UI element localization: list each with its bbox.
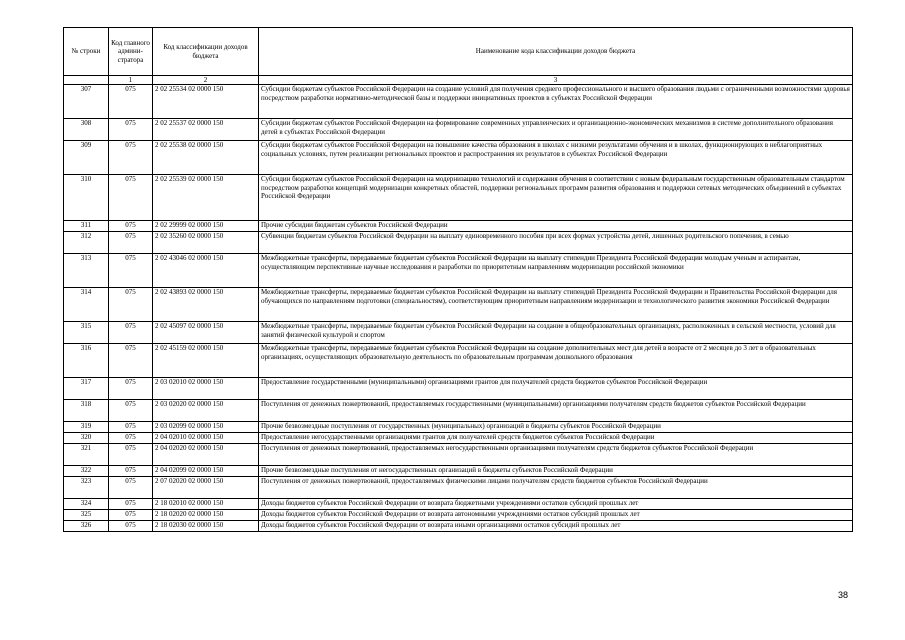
row-number-cell: 324	[64, 499, 109, 510]
table-row	[64, 444, 853, 466]
class-code-cell: 2 18 02030 02 0000 150	[153, 521, 259, 532]
header-row-no: № строки	[64, 28, 109, 76]
header-row	[64, 28, 853, 76]
table-row	[64, 433, 853, 444]
admin-code-cell: 075	[109, 175, 153, 221]
admin-code-cell: 075	[109, 422, 153, 433]
admin-code-cell: 075	[109, 433, 153, 444]
row-number-cell: 311	[64, 221, 109, 232]
class-code-cell: 2 18 02020 02 0000 150	[153, 510, 259, 521]
row-number-cell: 325	[64, 510, 109, 521]
row-number-cell: 326	[64, 521, 109, 532]
row-number-cell: 319	[64, 422, 109, 433]
table-row	[64, 422, 853, 433]
code-name-cell: Поступления от денежных пожертвований, предоставляемых негосударственными организациями получателям средств бюджетов субъектов Российской Федерации	[259, 444, 853, 466]
table-row	[64, 85, 853, 119]
index-row	[64, 76, 853, 85]
row-number-cell: 313	[64, 254, 109, 288]
admin-code-cell: 075	[109, 378, 153, 400]
index-cell: 3	[259, 76, 853, 85]
admin-code-cell: 075	[109, 141, 153, 175]
code-name-cell: Межбюджетные трансферты, передаваемые бюджетам субъектов Российской Федерации на создание в общеобразовательных организациях, расположенных в сельской местности, условий для занятий физической культурой и спортом	[259, 322, 853, 344]
table-row	[64, 254, 853, 288]
admin-code-cell: 075	[109, 466, 153, 477]
header-admin-code: Код главного админи-стратора	[109, 28, 153, 76]
row-number-cell: 309	[64, 141, 109, 175]
code-name-cell: Предоставление государственными (муниципальными) организациями грантов для получателей средств бюджетов субъектов Российской Федерации	[259, 378, 853, 400]
admin-code-cell: 075	[109, 119, 153, 141]
code-name-cell: Субсидии бюджетам субъектов Российской Федерации на создание условий для получения среднего профессионального и высшего образования людьми с ограниченными возможностями здоровья посредством разработки нормативно-методической базы и поддержки инициативных проектов в субъектах Российской Федерации	[259, 85, 853, 119]
admin-code-cell: 075	[109, 221, 153, 232]
index-cell: 1	[109, 76, 153, 85]
code-name-cell: Прочие безвозмездные поступления от государственных (муниципальных) организаций в бюджеты субъектов Российской Федерации	[259, 422, 853, 433]
table-row	[64, 477, 853, 499]
table-row	[64, 322, 853, 344]
row-number-cell: 317	[64, 378, 109, 400]
row-number-cell: 310	[64, 175, 109, 221]
class-code-cell: 2 02 45097 02 0000 150	[153, 322, 259, 344]
row-number-cell: 320	[64, 433, 109, 444]
code-name-cell: Поступления от денежных пожертвований, предоставляемых государственными (муниципальными) организациями получателям средств бюджетов субъектов Российской Федерации	[259, 400, 853, 422]
class-code-cell: 2 02 29999 02 0000 150	[153, 221, 259, 232]
admin-code-cell: 075	[109, 232, 153, 254]
code-name-cell: Поступления от денежных пожертвований, предоставляемых физическими лицами получателям средств бюджетов субъектов Российской Федерации	[259, 477, 853, 499]
table-row	[64, 175, 853, 221]
admin-code-cell: 075	[109, 322, 153, 344]
table-row	[64, 378, 853, 400]
class-code-cell: 2 02 43893 02 0000 150	[153, 288, 259, 322]
table-row	[64, 141, 853, 175]
code-name-cell: Прочие субсидии бюджетам субъектов Российской Федерации	[259, 221, 853, 232]
code-name-cell: Межбюджетные трансферты, передаваемые бюджетам субъектов Российской Федерации на создание дополнительных мест для детей в возрасте от 2 месяцев до 3 лет в образовательных организациях, осуществляющих образовательную деятельность по образовательным программам дошкольного образования	[259, 344, 853, 378]
class-code-cell: 2 04 02020 02 0000 150	[153, 444, 259, 466]
table-row	[64, 510, 853, 521]
row-number-cell: 308	[64, 119, 109, 141]
class-code-cell: 2 03 02099 02 0000 150	[153, 422, 259, 433]
admin-code-cell: 075	[109, 444, 153, 466]
code-name-cell: Субсидии бюджетам субъектов Российской Федерации на модернизацию технологий и содержания обучения в соответствии с новым федеральным государственным образовательным стандартом посредством разработки концепций модернизации конкретных областей, поддержки региональных программ развития образования и поддержки сетевых методических объединений в субъектах Российской Федерации	[259, 175, 853, 221]
code-name-cell: Межбюджетные трансферты, передаваемые бюджетам субъектов Российской Федерации на выплату стипендии Президента Российской Федерации молодым ученым и аспирантам, осуществляющим перспективные научные исследования и разработки по приоритетным направлениям модернизации российской экономики	[259, 254, 853, 288]
table-row	[64, 119, 853, 141]
admin-code-cell: 075	[109, 477, 153, 499]
table-row	[64, 232, 853, 254]
row-number-cell: 318	[64, 400, 109, 422]
table-body	[64, 85, 853, 532]
table-row	[64, 466, 853, 477]
row-number-cell: 323	[64, 477, 109, 499]
code-name-cell: Межбюджетные трансферты, передаваемые бюджетам субъектов Российской Федерации на выплату стипендий Президента Российской Федерации и Правительства Российской Федерации для обучающихся по направлениям подготовки (специальностям), соответствующим приоритетным направлениям модернизации и технологического развития экономики Российской Федерации	[259, 288, 853, 322]
row-number-cell: 321	[64, 444, 109, 466]
class-code-cell: 2 02 25537 02 0000 150	[153, 119, 259, 141]
class-code-cell: 2 04 02099 02 0000 150	[153, 466, 259, 477]
header-name: Наименование кода классификации доходов бюджета	[259, 28, 853, 76]
row-number-cell: 312	[64, 232, 109, 254]
table-row	[64, 344, 853, 378]
row-number-cell: 316	[64, 344, 109, 378]
admin-code-cell: 075	[109, 510, 153, 521]
admin-code-cell: 075	[109, 85, 153, 119]
budget-codes-table	[63, 27, 853, 532]
class-code-cell: 2 02 35260 02 0000 150	[153, 232, 259, 254]
index-cell: 2	[153, 76, 259, 85]
page-number: 38	[838, 590, 849, 600]
table-row	[64, 521, 853, 532]
code-name-cell: Доходы бюджетов субъектов Российской Федерации от возврата автономными учреждениями остатков субсидий прошлых лет	[259, 510, 853, 521]
index-cell	[64, 76, 109, 85]
table-row	[64, 499, 853, 510]
admin-code-cell: 075	[109, 288, 153, 322]
row-number-cell: 315	[64, 322, 109, 344]
table-row	[64, 288, 853, 322]
class-code-cell: 2 04 02010 02 0000 150	[153, 433, 259, 444]
admin-code-cell: 075	[109, 499, 153, 510]
class-code-cell: 2 03 02010 02 0000 150	[153, 378, 259, 400]
class-code-cell: 2 18 02010 02 0000 150	[153, 499, 259, 510]
code-name-cell: Доходы бюджетов субъектов Российской Федерации от возврата иными организациями остатков субсидий прошлых лет	[259, 521, 853, 532]
row-number-cell: 314	[64, 288, 109, 322]
class-code-cell: 2 02 25538 02 0000 150	[153, 141, 259, 175]
admin-code-cell: 075	[109, 400, 153, 422]
table-row	[64, 400, 853, 422]
code-name-cell: Предоставление негосударственными организациями грантов для получателей средств бюджетов субъектов Российской Федерации	[259, 433, 853, 444]
class-code-cell: 2 03 02020 02 0000 150	[153, 400, 259, 422]
row-number-cell: 322	[64, 466, 109, 477]
admin-code-cell: 075	[109, 521, 153, 532]
class-code-cell: 2 07 02020 02 0000 150	[153, 477, 259, 499]
code-name-cell: Доходы бюджетов субъектов Российской Федерации от возврата бюджетными учреждениями остатков субсидий прошлых лет	[259, 499, 853, 510]
code-name-cell: Субвенции бюджетам субъектов Российской Федерации на выплату единовременного пособия при всех формах устройства детей, лишенных родительского попечения, в семью	[259, 232, 853, 254]
row-number-cell: 307	[64, 85, 109, 119]
admin-code-cell: 075	[109, 344, 153, 378]
class-code-cell: 2 02 25534 02 0000 150	[153, 85, 259, 119]
header-class-code: Код классификации доходов бюджета	[153, 28, 259, 76]
class-code-cell: 2 02 45159 02 0000 150	[153, 344, 259, 378]
class-code-cell: 2 02 25539 02 0000 150	[153, 175, 259, 221]
code-name-cell: Субсидии бюджетам субъектов Российской Федерации на повышение качества образования в школах с низкими результатами обучения и в школах, функционирующих в неблагоприятных социальных условиях, путем реализации региональных проектов и распространения их результатов в субъектах Российской Федерации	[259, 141, 853, 175]
table-row	[64, 221, 853, 232]
code-name-cell: Субсидии бюджетам субъектов Российской Федерации на формирование современных управленческих и организационно-экономических механизмов в системе дополнительного образования детей в субъектах Российской Федерации	[259, 119, 853, 141]
class-code-cell: 2 02 43046 02 0000 150	[153, 254, 259, 288]
code-name-cell: Прочие безвозмездные поступления от негосударственных организаций в бюджеты субъектов Российской Федерации	[259, 466, 853, 477]
admin-code-cell: 075	[109, 254, 153, 288]
